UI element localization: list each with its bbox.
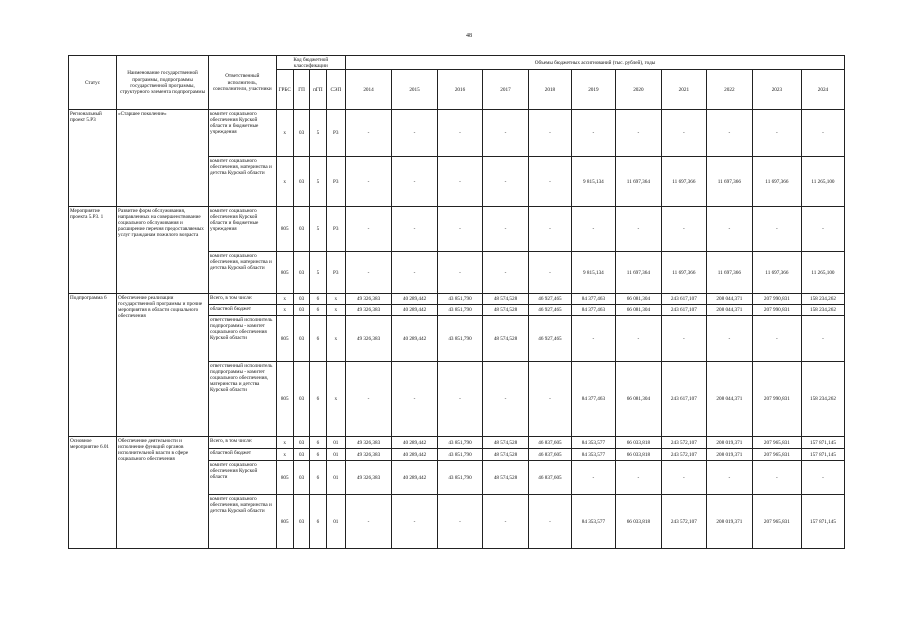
value-cell: - xyxy=(752,461,801,495)
header-volumes-group: Объемы бюджетных ассигнований (тыс. рублей), годы xyxy=(346,56,845,70)
value-cell: - xyxy=(801,461,844,495)
code-cell: 01 xyxy=(326,495,345,549)
header-status: Статус xyxy=(69,56,117,110)
code-cell: 03 xyxy=(293,305,309,316)
value-cell: - xyxy=(615,207,661,252)
code-cell: 01 xyxy=(326,449,345,461)
value-cell: - xyxy=(346,157,392,207)
value-cell: 66 033,818 xyxy=(615,437,661,449)
value-cell: 208 044,371 xyxy=(706,294,752,305)
value-cell: 40 289,442 xyxy=(392,449,438,461)
value-cell: 9 815,134 xyxy=(571,252,615,294)
value-cell: 84 353,577 xyxy=(571,449,615,461)
code-cell: 805 xyxy=(276,362,293,437)
value-cell: - xyxy=(801,316,844,362)
value-cell: - xyxy=(482,157,528,207)
value-cell: 49 326,383 xyxy=(346,305,392,316)
code-cell: 01 xyxy=(326,461,345,495)
status-cell: Подпрограмма 6 xyxy=(69,294,117,437)
value-cell: 243 572,107 xyxy=(661,495,706,549)
value-cell: - xyxy=(528,362,571,437)
header-year: 2015 xyxy=(392,70,438,110)
value-cell: 49 326,383 xyxy=(346,461,392,495)
value-cell: 11 697,364 xyxy=(615,252,661,294)
code-cell: 03 xyxy=(293,362,309,437)
header-year: 2022 xyxy=(706,70,752,110)
name-cell: Обеспечение деятельности и исполнение функций органов исполнительной власти в сфере социального обеспечения xyxy=(117,437,209,549)
value-cell: - xyxy=(346,252,392,294)
value-cell: 66 081,304 xyxy=(615,294,661,305)
code-cell: 03 xyxy=(293,461,309,495)
code-cell: x xyxy=(326,316,345,362)
code-cell: 6 xyxy=(310,449,326,461)
code-cell: x xyxy=(276,437,293,449)
value-cell: - xyxy=(392,110,438,157)
value-cell: - xyxy=(706,207,752,252)
executor-cell: комитет социального обеспечения Курской области xyxy=(209,461,276,495)
value-cell: - xyxy=(661,207,706,252)
code-cell: 805 xyxy=(276,495,293,549)
status-cell: Основное мероприятие 6.01 xyxy=(69,437,117,549)
value-cell: 48 574,528 xyxy=(482,449,528,461)
value-cell: 46 927,465 xyxy=(528,294,571,305)
code-cell: x xyxy=(276,110,293,157)
value-cell: 243 617,107 xyxy=(661,362,706,437)
code-cell: 03 xyxy=(293,252,309,294)
value-cell: - xyxy=(528,110,571,157)
executor-cell: Всего, в том числе: xyxy=(209,294,276,305)
value-cell: - xyxy=(346,207,392,252)
code-cell: 5 xyxy=(310,157,326,207)
value-cell: 48 574,528 xyxy=(482,316,528,362)
value-cell: 11 265,100 xyxy=(801,252,844,294)
code-cell: 805 xyxy=(276,461,293,495)
code-cell: Р3 xyxy=(326,207,345,252)
value-cell: - xyxy=(571,316,615,362)
value-cell: - xyxy=(528,157,571,207)
executor-cell: комитет социального обеспечения, материнства и детства Курской области xyxy=(209,495,276,549)
value-cell: 207 965,831 xyxy=(752,449,801,461)
value-cell: 11 697,366 xyxy=(752,252,801,294)
code-cell: 03 xyxy=(293,495,309,549)
executor-cell: областной бюджет xyxy=(209,449,276,461)
code-cell: 03 xyxy=(293,157,309,207)
code-cell: 5 xyxy=(310,252,326,294)
value-cell: 207 965,831 xyxy=(752,437,801,449)
value-cell: 157 871,145 xyxy=(801,495,844,549)
value-cell: - xyxy=(528,252,571,294)
name-cell: «Старшее поколение» xyxy=(117,110,209,207)
header-code: ГРБС xyxy=(276,70,293,110)
code-cell: 03 xyxy=(293,437,309,449)
value-cell: 46 927,465 xyxy=(528,316,571,362)
header-name: Наименование государственной программы, подпрограммы государственной программы, структурного элемента подпрограммы xyxy=(117,56,209,110)
code-cell: 03 xyxy=(293,294,309,305)
code-cell: 6 xyxy=(310,437,326,449)
value-cell: - xyxy=(392,157,438,207)
header-year: 2023 xyxy=(752,70,801,110)
value-cell: - xyxy=(438,157,483,207)
value-cell: 11 697,366 xyxy=(706,252,752,294)
code-cell: Р3 xyxy=(326,157,345,207)
value-cell: - xyxy=(801,207,844,252)
code-cell: x xyxy=(276,305,293,316)
executor-cell: комитет социального обеспечения, материнства и детства Курской области xyxy=(209,157,276,207)
value-cell: 158 234,262 xyxy=(801,305,844,316)
table-row xyxy=(69,437,845,449)
value-cell: 158 234,262 xyxy=(801,294,844,305)
value-cell: 157 871,145 xyxy=(801,437,844,449)
value-cell: 207 990,831 xyxy=(752,305,801,316)
value-cell: 208 044,371 xyxy=(706,305,752,316)
header-year: 2017 xyxy=(482,70,528,110)
code-cell: 01 xyxy=(326,437,345,449)
value-cell: 208 019,371 xyxy=(706,449,752,461)
header-year: 2024 xyxy=(801,70,844,110)
value-cell: 43 851,790 xyxy=(438,449,483,461)
value-cell: 11 265,100 xyxy=(801,157,844,207)
code-cell: 03 xyxy=(293,316,309,362)
executor-cell: комитет социального обеспечения Курской области и бюджетные учреждения xyxy=(209,207,276,252)
header-year: 2014 xyxy=(346,70,392,110)
value-cell: 207 990,831 xyxy=(752,362,801,437)
status-cell: Региональный проект 5.Р3 xyxy=(69,110,117,207)
value-cell: 40 289,442 xyxy=(392,316,438,362)
header-code: СЭП xyxy=(326,70,345,110)
value-cell: 49 326,383 xyxy=(346,316,392,362)
value-cell: 40 289,442 xyxy=(392,461,438,495)
value-cell: 84 377,463 xyxy=(571,362,615,437)
code-cell: x xyxy=(276,157,293,207)
value-cell: - xyxy=(752,110,801,157)
value-cell: 11 697,366 xyxy=(752,157,801,207)
code-cell: Р3 xyxy=(326,252,345,294)
value-cell: 243 617,107 xyxy=(661,294,706,305)
value-cell: 43 851,790 xyxy=(438,461,483,495)
value-cell: - xyxy=(661,461,706,495)
value-cell: - xyxy=(438,110,483,157)
value-cell: - xyxy=(706,461,752,495)
value-cell: - xyxy=(752,316,801,362)
value-cell: 46 927,465 xyxy=(528,305,571,316)
value-cell: - xyxy=(346,495,392,549)
value-cell: 46 837,605 xyxy=(528,461,571,495)
value-cell: 11 697,366 xyxy=(661,157,706,207)
value-cell: - xyxy=(392,495,438,549)
value-cell: - xyxy=(801,110,844,157)
table-row xyxy=(69,294,845,305)
page-number: 48 xyxy=(466,33,472,39)
value-cell: 11 697,364 xyxy=(615,157,661,207)
value-cell: 66 081,304 xyxy=(615,362,661,437)
status-cell: Мероприятие проекта 5.Р3. 1 xyxy=(69,207,117,294)
value-cell: 40 289,442 xyxy=(392,437,438,449)
value-cell: - xyxy=(571,207,615,252)
value-cell: 43 851,790 xyxy=(438,294,483,305)
value-cell: - xyxy=(661,316,706,362)
code-cell: 805 xyxy=(276,316,293,362)
code-cell: 5 xyxy=(310,110,326,157)
value-cell: - xyxy=(571,461,615,495)
code-cell: 6 xyxy=(310,294,326,305)
code-cell: 03 xyxy=(293,449,309,461)
value-cell: 43 851,790 xyxy=(438,316,483,362)
value-cell: - xyxy=(392,252,438,294)
value-cell: 11 697,366 xyxy=(706,157,752,207)
value-cell: 84 377,463 xyxy=(571,305,615,316)
value-cell: 208 019,371 xyxy=(706,495,752,549)
value-cell: - xyxy=(571,110,615,157)
header-code: пГП xyxy=(310,70,326,110)
header-year: 2016 xyxy=(438,70,483,110)
value-cell: 48 574,528 xyxy=(482,437,528,449)
value-cell: - xyxy=(752,207,801,252)
value-cell: 48 574,528 xyxy=(482,461,528,495)
executor-cell: областной бюджет xyxy=(209,305,276,316)
table-row xyxy=(69,207,845,252)
code-cell: 03 xyxy=(293,110,309,157)
value-cell: 157 871,145 xyxy=(801,449,844,461)
value-cell: - xyxy=(346,362,392,437)
value-cell: - xyxy=(482,362,528,437)
value-cell: - xyxy=(346,110,392,157)
value-cell: - xyxy=(482,110,528,157)
value-cell: - xyxy=(615,110,661,157)
value-cell: 243 572,107 xyxy=(661,449,706,461)
value-cell: 84 353,577 xyxy=(571,437,615,449)
header-year: 2021 xyxy=(661,70,706,110)
value-cell: 43 851,790 xyxy=(438,437,483,449)
header-code-group: Код бюджетной классификации xyxy=(276,56,346,70)
header-year: 2018 xyxy=(528,70,571,110)
code-cell: 6 xyxy=(310,362,326,437)
code-cell: 6 xyxy=(310,305,326,316)
value-cell: - xyxy=(528,207,571,252)
header-code: ГП xyxy=(293,70,309,110)
code-cell: x xyxy=(276,449,293,461)
code-cell: 6 xyxy=(310,461,326,495)
value-cell: 207 965,831 xyxy=(752,495,801,549)
executor-cell: ответственный исполнитель подпрограммы - комитет социального обеспечения, материнства и детства Курской области xyxy=(209,362,276,437)
header-year: 2019 xyxy=(571,70,615,110)
value-cell: 11 697,366 xyxy=(661,252,706,294)
value-cell: 48 574,528 xyxy=(482,294,528,305)
value-cell: - xyxy=(392,362,438,437)
value-cell: 43 851,790 xyxy=(438,305,483,316)
name-cell: Развитие форм обслуживания, направленных на совершенствование социального обслуживания и расширение перечня предоставляемых услуг гражданам пожилого возраста xyxy=(117,207,209,294)
value-cell: 49 326,383 xyxy=(346,449,392,461)
value-cell: 46 837,605 xyxy=(528,437,571,449)
value-cell: 66 033,818 xyxy=(615,495,661,549)
value-cell: - xyxy=(615,316,661,362)
value-cell: - xyxy=(615,461,661,495)
header-year: 2020 xyxy=(615,70,661,110)
value-cell: 40 289,442 xyxy=(392,305,438,316)
code-cell: 805 xyxy=(276,207,293,252)
value-cell: 84 353,577 xyxy=(571,495,615,549)
name-cell: Обеспечение реализации государственной программы и прочие мероприятия в области социального обеспечения xyxy=(117,294,209,437)
value-cell: 9 815,134 xyxy=(571,157,615,207)
value-cell: 243 617,107 xyxy=(661,305,706,316)
value-cell: 243 572,107 xyxy=(661,437,706,449)
value-cell: - xyxy=(706,316,752,362)
value-cell: 66 081,304 xyxy=(615,305,661,316)
value-cell: 158 234,262 xyxy=(801,362,844,437)
code-cell: x xyxy=(326,362,345,437)
value-cell: - xyxy=(438,207,483,252)
code-cell: x xyxy=(326,294,345,305)
budget-table xyxy=(68,55,845,549)
value-cell: - xyxy=(438,495,483,549)
value-cell: 208 044,371 xyxy=(706,362,752,437)
value-cell: - xyxy=(438,252,483,294)
value-cell: - xyxy=(482,207,528,252)
value-cell: 208 019,371 xyxy=(706,437,752,449)
value-cell: - xyxy=(482,495,528,549)
value-cell: - xyxy=(661,110,706,157)
value-cell: 49 326,383 xyxy=(346,437,392,449)
executor-cell: комитет социального обеспечения, материнства и детства Курской области xyxy=(209,252,276,294)
value-cell: 49 326,383 xyxy=(346,294,392,305)
code-cell: x xyxy=(276,294,293,305)
executor-cell: комитет социального обеспечения Курской области и бюджетные учреждения xyxy=(209,110,276,157)
value-cell: - xyxy=(706,110,752,157)
code-cell: Р3 xyxy=(326,110,345,157)
value-cell: 207 990,831 xyxy=(752,294,801,305)
table-row xyxy=(69,110,845,157)
code-cell: 805 xyxy=(276,252,293,294)
code-cell: 03 xyxy=(293,207,309,252)
executor-cell: Всего, в том числе: xyxy=(209,437,276,449)
code-cell: 6 xyxy=(310,316,326,362)
value-cell: - xyxy=(438,362,483,437)
executor-cell: ответственный исполнитель подпрограммы - комитет социального обеспечения Курской области xyxy=(209,316,276,362)
value-cell: - xyxy=(528,495,571,549)
value-cell: - xyxy=(482,252,528,294)
value-cell: 46 837,605 xyxy=(528,449,571,461)
value-cell: 48 574,528 xyxy=(482,305,528,316)
header-executor: Ответственный исполнитель, соисполнители, участники xyxy=(209,56,276,110)
value-cell: - xyxy=(392,207,438,252)
code-cell: 6 xyxy=(310,495,326,549)
code-cell: 5 xyxy=(310,207,326,252)
value-cell: 40 289,442 xyxy=(392,294,438,305)
value-cell: 84 377,463 xyxy=(571,294,615,305)
code-cell: x xyxy=(326,305,345,316)
value-cell: 66 033,818 xyxy=(615,449,661,461)
